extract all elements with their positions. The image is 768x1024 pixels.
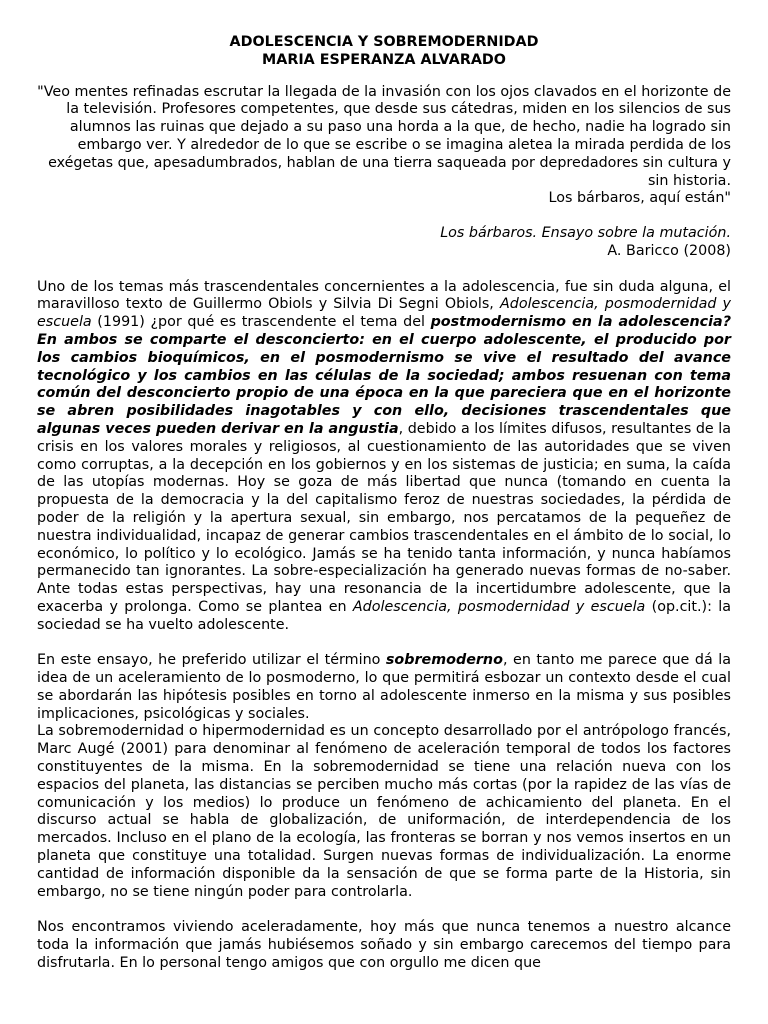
bold-italic-passage: postmodernismo en la adolescencia? En ambos se comparte el desconcierto: en el cuerpo adolescente, el producido por los cambios bioquímicos, en el posmodernismo se vive el resultado del avance tecnológico y los cambios en las células de la sociedad; ambos resuenan con tema común del desconcierto propio de una época en la que pareciera que en el horizonte se abren posibilidades inagotables y con ello, decisiones trascendentales que algunas veces pueden derivar en la angustia: [37, 314, 731, 437]
paragraph-2-text-a: En este ensayo, he preferido utilizar el término: [37, 652, 386, 669]
paragraph-4: Nos encontramos viviendo aceleradamente, hoy más que nunca tenemos a nuestro alcance toda la información que jamás hubiésemos soñado y sin embargo carecemos del tiempo para disfrutarla. En lo personal tengo amigos que con orgullo me dicen que: [37, 919, 731, 971]
paragraph-1: [37, 279, 731, 635]
term-sobremoderno: sobremoderno: [385, 652, 503, 669]
epigraph: [37, 84, 731, 209]
book-title-italic-2: Adolescencia, posmodernidad y escuela: [352, 598, 646, 615]
source-author: A. Baricco (2008): [607, 242, 731, 259]
paragraph-1-text-d: (op.cit.): la sociedad se ha vuelto adolescente.: [37, 598, 731, 633]
epigraph-source: [37, 225, 731, 261]
epigraph-closing: Los bárbaros, aquí están": [548, 190, 731, 207]
paragraph-2: [37, 652, 731, 723]
document-title: [37, 34, 731, 70]
title-line-1: ADOLESCENCIA Y SOBREMODERNIDAD: [229, 34, 539, 50]
paragraph-2-text-b: , en tanto me parece que dá la idea de un aceleramiento de lo posmoderno, lo que permitirá esbozar un contexto desde el cual se abordarán las hipótesis posibles en torno al adolescente inmerso en la misma y sus posibles implicaciones, psicológicas y sociales.: [37, 652, 731, 722]
paragraph-1-text-b: (1991) ¿por qué es trascendente el tema del: [91, 314, 431, 331]
epigraph-quote: "Veo mentes refinadas escrutar la llegada de la invasión con los ojos clavados en el horizonte de la televisión. Profesores competentes, que desde sus cátedras, miden en los silencios de sus alumnos las ruinas que dejado a su paso una horda a la que, de hecho, nadie ha logrado sin embargo ver. Y alrededor de lo que se escribe o se imagina aletea la mirada perdida de los exégetas que, apesadumbrados, hablan de una tierra saqueada por depredadores sin cultura y sin historia.: [37, 83, 731, 189]
paragraph-1-text-c: , debido a los límites difusos, resultantes de la crisis en los valores morales y religiosos, al cuestionamiento de las autoridades que se viven como corruptas, a la decepción en los gobiernos y en los sistemas de justicia; en suma, la caída de las utopías modernas. Hoy se goza de más libertad que nunca (tomando en cuenta la propuesta de la democracia y la del capitalismo feroz de nuestras sociedades, la pérdida de poder de la religión y la apertura sexual, sin embargo, nos percatamos de la pequeñez de nuestra individualidad, incapaz de generar cambios trascendentales en el ámbito de lo social, lo económico, lo político y lo ecológico. Jamás se ha tenido tanta información, y nunca habíamos permanecido tan ignorantes. La sobre-especialización ha generado nuevas formas de no-saber. Ante todas estas perspectivas, hay una resonancia de la incertidumbre adolescente, que la exacerba y prolonga. Como se plantea en: [37, 420, 731, 615]
paragraph-1-text-a: Uno de los temas más trascendentales concernientes a la adolescencia, fue sin duda alguna, el maravilloso texto de Guillermo Obiols y Silvia Di Segni Obiols,: [37, 278, 731, 313]
book-title-italic: Adolescencia, posmodernidad y escuela: [37, 296, 731, 331]
title-line-2: MARIA ESPERANZA ALVARADO: [262, 51, 506, 68]
paragraph-3: La sobremodernidad o hipermodernidad es un concepto desarrollado por el antrópologo francés, Marc Augé (2001) para denominar al fenómeno de aceleración temporal de todos los factores constituyentes de la misma. En la sobremodernidad se tiene una relación nueva con los espacios del planeta, las distancias se perciben mucho más cortas (por la rapidez de las vías de comunicación y los medios) lo produce un fenómeno de achicamiento del planeta. En el discurso actual se habla de globalización, de uniformación, de interdependencia de los mercados. Incluso en el plano de la ecología, las fronteras se borran y nos vemos insertos en un planeta que constituye una totalidad. Surgen nuevas formas de individualización. La enorme cantidad de información disponible da la sensación de que se forma parte de la Historia, sin embargo, no se tiene ningún poder para controlarla.: [37, 723, 731, 900]
source-book: Los bárbaros. Ensayo sobre la mutación.: [440, 225, 731, 242]
